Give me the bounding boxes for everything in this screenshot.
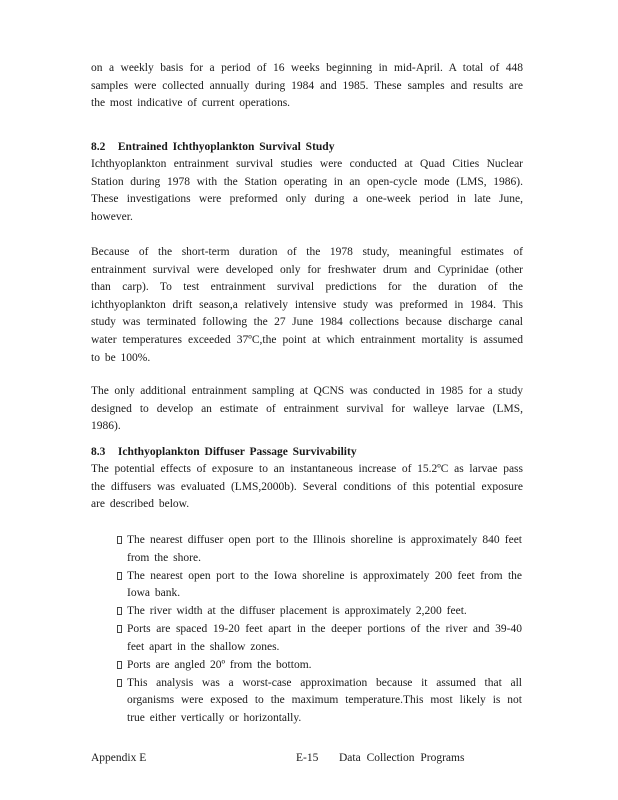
list-item: Ports are angled 20º from the bottom. [117, 657, 522, 675]
list-item: This analysis was a worst-case approximation because it assumed that all organisms were exposed to the maximum temperature.This most likely is not true either vertically or horizontally. [117, 675, 522, 728]
section-8-2-paragraph-1: Ichthyoplankton entrainment survival studies were conducted at Quad Cities Nuclear Station during 1978 with the Station operating in an open-cycle mode (LMS, 1986). These investigations were preformed only during a one-week period in late June, however. [91, 158, 523, 223]
section-8-2-number: 8.2 [91, 141, 106, 153]
bullet-box-icon [117, 607, 122, 615]
section-8-3-title: Ichthyoplankton Diffuser Passage Survivability [117, 446, 357, 458]
section-8-2-title: Entrained Ichthyoplankton Survival Study [117, 141, 335, 153]
section-8-3-number: 8.3 [91, 446, 106, 458]
footer-appendix-label: Appendix E [91, 752, 147, 764]
list-item: The nearest open port to the Iowa shoreline is approximately 200 feet from the Iowa bank. [117, 568, 522, 603]
bullet-box-icon [117, 536, 122, 544]
section-8-3-heading [91, 444, 523, 460]
diffuser-conditions-list [117, 532, 522, 728]
list-item: Ports are spaced 19-20 feet apart in the deeper portions of the river and 39-40 feet apart in the shallow zones. [117, 621, 522, 656]
section-8-2-paragraph-2: Because of the short-term duration of the 1978 study, meaningful estimates of entrainment survival were developed only for freshwater drum and Cyprinidae (other than carp). To test entrainment survival predictions for the duration of the ichthyoplankton drift season,a relatively intensive study was preformed in 1984. This study was terminated following the 27 June 1984 collections because discharge canal water temperatures exceeded 37ºC,the point at which entrainment mortality is assumed to be 100%. [91, 246, 523, 364]
bullet-box-icon [117, 572, 122, 580]
intro-paragraph: on a weekly basis for a period of 16 weeks beginning in mid-April. A total of 448 samples were collected annually during 1984 and 1985. These samples and results are the most indicative of current operations. [91, 62, 523, 110]
list-item: The river width at the diffuser placement is approximately 2,200 feet. [117, 603, 522, 621]
footer-page-number: E-15 [296, 752, 319, 764]
bullet-box-icon [117, 679, 122, 687]
bullet-box-icon [117, 625, 122, 633]
section-8-3-paragraph-1: The potential effects of exposure to an instantaneous increase of 15.2ºC as larvae pass the diffusers was evaluated (LMS,2000b). Several conditions of this potential exposure are described below. [91, 463, 523, 511]
section-8-2-paragraph-3: The only additional entrainment sampling at QCNS was conducted in 1985 for a study designed to develop an estimate of entrainment survival for walleye larvae (LMS, 1986). [91, 385, 523, 433]
bullet-box-icon [117, 661, 122, 669]
section-8-2-heading [91, 139, 523, 155]
list-item: The nearest diffuser open port to the Illinois shoreline is approximately 840 feet from the shore. [117, 532, 522, 567]
footer-section-title: Data Collection Programs [339, 752, 465, 764]
